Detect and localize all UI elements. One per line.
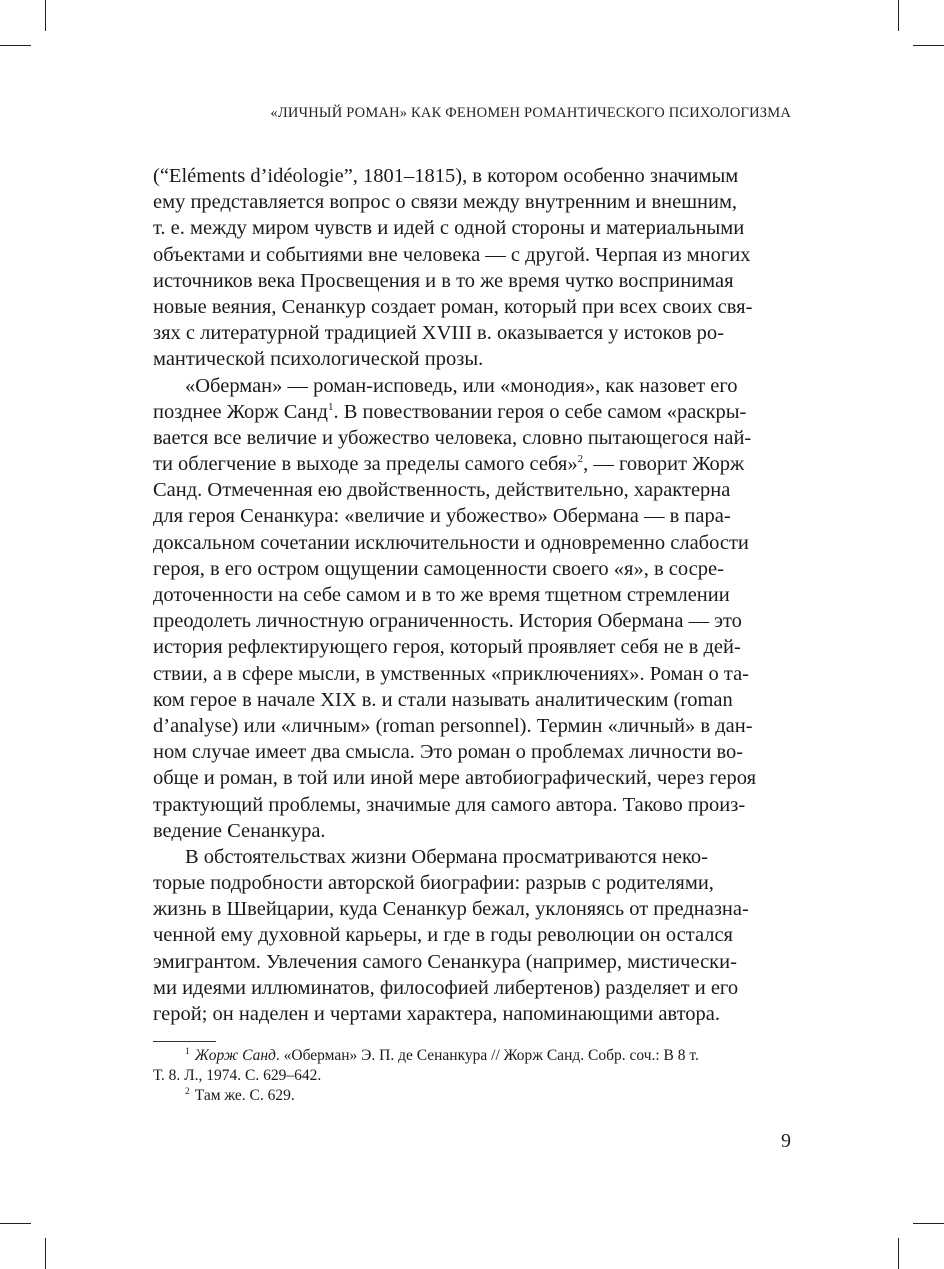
- crop-mark: [45, 0, 46, 31]
- crop-mark: [0, 1223, 31, 1224]
- text-line: обще и роман, в той или иной мере автобиографический, через героя: [153, 767, 757, 790]
- text-line: трактующий проблемы, значимые для самого автора. Таково произ-: [153, 793, 746, 816]
- text-line: торые подробности авторской биографии: разрыв с родителями,: [153, 872, 714, 895]
- text-line: ном случае имеет два смысла. Это роман о проблемах личности во-: [153, 741, 744, 764]
- text-line: объектами и событиями вне человека — с другой. Черпая из многих: [153, 243, 751, 266]
- text-line: преодолеть личностную ограниченность. История Обермана — это: [153, 610, 742, 633]
- text-line: ми идеями иллюминатов, философией либертенов) разделяет и его: [153, 976, 739, 999]
- footnote-ref[interactable]: 1: [327, 400, 334, 413]
- text-line: вается все величие и убожество человека, словно пытающегося най-: [153, 426, 752, 449]
- text-line: позднее Жорж Санд$^1$. В повествовании героя о себе самом «раскры-: [153, 400, 747, 423]
- text-line: мантической психологической прозы.: [153, 348, 484, 371]
- text-line: ченной ему духовной карьеры, и где в годы революции он остался: [153, 924, 733, 947]
- text-line: ти облегчение в выходе за пределы самого себя»$^2$, — говорит Жорж: [153, 453, 745, 476]
- body-text: [153, 163, 792, 1027]
- crop-mark: [913, 45, 944, 46]
- text-line: доксальном сочетании исключительности и одновременно слабости: [153, 531, 749, 554]
- crop-mark: [913, 1223, 944, 1224]
- text-line: для героя Сенанкура: «величие и убожество» Обермана — в пара-: [153, 505, 731, 528]
- crop-mark: [898, 0, 899, 31]
- text-line: герой; он наделен и чертами характера, напоминающими автора.: [153, 1003, 720, 1025]
- text-line: ком герое в начале XIX в. и стали называть аналитическим (roman: [153, 688, 733, 711]
- text-line: Санд. Отмеченная ею двойственность, действительно, характерна: [153, 479, 731, 502]
- text-line: источников века Просвещения и в то же время чутко воспринимая: [153, 269, 734, 292]
- text-line: В обстоятельствах жизни Обермана просматриваются неко-: [185, 845, 708, 868]
- crop-mark: [0, 45, 31, 46]
- text-line: эмигрантом. Увлечения самого Сенанкура (например, мистически-: [153, 950, 737, 973]
- running-head: «ЛИЧНЫЙ РОМАН» КАК ФЕНОМЕН РОМАНТИЧЕСКОГО ПСИХОЛОГИЗМА: [270, 105, 791, 121]
- footnote-author: Жорж Санд: [194, 1047, 276, 1064]
- text-line: жизнь в Швейцарии, куда Сенанкур бежал, уклоняясь от предназна-: [153, 898, 749, 921]
- text-line: d’analyse) или «личным» (roman personnel). Термин «личный» в дан-: [153, 714, 753, 737]
- crop-mark: [45, 1238, 46, 1269]
- text-line: героя, в его остром ощущении самоценности своего «я», в сосре-: [153, 557, 724, 580]
- footnote-rule: [153, 1041, 216, 1042]
- text-line: т. е. между миром чувств и идей с одной стороны и материальными: [153, 217, 745, 240]
- crop-mark: [898, 1238, 899, 1269]
- footnote-1-continuation: Т. 8. Л., 1974. С. 629–642.: [153, 1067, 322, 1084]
- text-line: ему представляется вопрос о связи между внутренним и внешним,: [153, 191, 738, 214]
- footnotes: [153, 1046, 792, 1106]
- text-line: зях с литературной традицией XVIII в. оказывается у истоков ро-: [153, 322, 724, 345]
- page-number: 9: [781, 1130, 791, 1152]
- footnote-1: $^1$ Жорж Санд. «Оберман» Э. П. де Сенанкура // Жорж Санд. Собр. соч.: В 8 т.: [185, 1047, 699, 1064]
- text-line: (“Eléments d’idéologie”, 1801–1815), в котором особенно значимым: [153, 165, 739, 187]
- footnote-2: $^2$ Там же. С. 629.: [185, 1087, 295, 1104]
- text-line: история рефлектирующего героя, который проявляет себя не в дей-: [153, 636, 741, 659]
- text-line: ствии, а в сфере мысли, в умственных «приключениях». Роман о та-: [153, 662, 750, 685]
- footnote-ref[interactable]: 2: [577, 453, 584, 466]
- text-line: ведение Сенанкура.: [153, 819, 326, 842]
- text-line: доточенности на себе самом и в то же время тщетном стремлении: [153, 584, 730, 606]
- text-line: новые веяния, Сенанкур создает роман, который при всех своих свя-: [153, 295, 753, 318]
- footnote-marker: 1: [185, 1047, 190, 1057]
- footnote-marker: 2: [185, 1087, 190, 1097]
- text-line: «Оберман» — роман-исповедь, или «монодия», как назовет его: [185, 374, 738, 397]
